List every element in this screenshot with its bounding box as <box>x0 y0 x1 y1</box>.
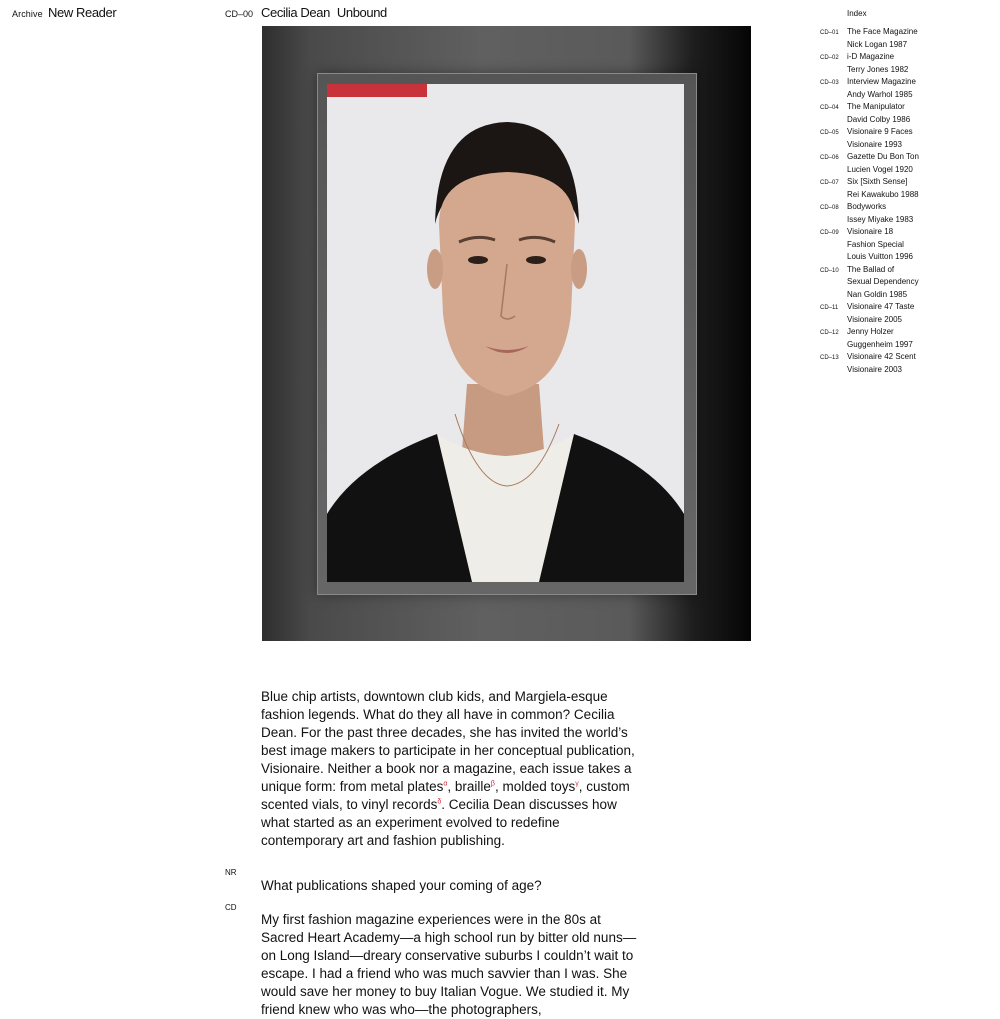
intro-text-5: . Cecilia Dean discusses how what started as an experiment evolved to redefine contemporary art and fashion publishing. <box>261 797 617 848</box>
index-item-text <box>847 176 919 201</box>
index-item-line: Gazette Du Bon Ton <box>847 152 919 161</box>
interview-answer: My first fashion magazine experiences were in the 80s at Sacred Heart Academy—a high school run by bitter old nuns—on Long Island—dreary conservative suburbs I couldn’t wait to escape. I had a friend who was much savvier than I was. She would save her money to buy Italian Vogue. We studied it. My friend knew who was who—the photographers, <box>261 912 637 1017</box>
index-item[interactable] <box>820 351 992 376</box>
index-item-line: Visionaire 2005 <box>847 314 903 324</box>
index-heading-link[interactable]: Index <box>847 9 867 18</box>
index-item-line: Jenny Holzer <box>847 327 894 336</box>
index-item-text <box>847 264 919 302</box>
index-item-code: CD–01 <box>820 30 839 36</box>
index-item-text <box>847 151 919 176</box>
intro-text-1: Blue chip artists, downtown club kids, and Margiela-esque fashion legends. What do they all have in common? Cecilia Dean. For the past three decades, she has invited the world’s best image makers to participate in her conceptual publication, Visionaire. Neither a book nor a magazine, each issue takes a unique form: from metal plates <box>261 689 635 794</box>
index-item-line: Lucien Vogel 1920 <box>847 164 913 174</box>
index-item[interactable] <box>820 201 992 226</box>
index-item-code: CD–05 <box>820 130 839 136</box>
article-code: CD–00 <box>225 9 254 19</box>
intro-text-4: , custom scented vials, to vinyl records <box>261 779 630 812</box>
index-item[interactable] <box>820 151 992 176</box>
index-item-code: CD–03 <box>820 80 839 86</box>
index-item[interactable] <box>820 326 992 351</box>
intro-text-2: , braille <box>447 779 491 794</box>
index-item-line: Guggenheim 1997 <box>847 339 913 349</box>
index-item-code: CD–10 <box>820 267 839 274</box>
interviewer-label: NR <box>225 868 237 877</box>
index-item[interactable] <box>820 26 992 51</box>
index-item-code: CD–02 <box>820 55 839 61</box>
site-title-link[interactable]: New Reader <box>48 5 117 20</box>
archive-link[interactable]: Archive <box>12 9 43 19</box>
index-item-text <box>847 201 913 226</box>
index-item-code: CD–06 <box>820 155 839 161</box>
index-item-line: Sexual Dependency <box>847 277 919 286</box>
footnote-alpha-link[interactable]: α <box>443 780 448 788</box>
index-item-line: i-D Magazine <box>847 52 895 61</box>
index-item-line: Visionaire 18 <box>847 227 894 236</box>
index-item-line: Visionaire 1993 <box>847 139 903 149</box>
index-item-text <box>847 326 913 351</box>
index-item-line: Visionaire 47 Taste <box>847 302 915 311</box>
index-item-line: The Manipulator <box>847 102 905 111</box>
index-item[interactable] <box>820 101 992 126</box>
index-item-line: Nick Logan 1987 <box>847 39 908 49</box>
portrait-photo <box>262 26 751 641</box>
index-item-line: The Face Magazine <box>847 27 918 36</box>
index-item-line: Six [Sixth Sense] <box>847 177 908 186</box>
index-item-line: Visionaire 2003 <box>847 364 903 374</box>
index-item[interactable] <box>820 226 992 264</box>
interview-question: What publications shaped your coming of age? <box>261 878 542 893</box>
index-item-text <box>847 126 913 151</box>
index-item-code: CD–11 <box>820 305 839 311</box>
index-item[interactable] <box>820 176 992 201</box>
footnote-gamma-link[interactable]: γ <box>575 780 579 788</box>
footnote-beta-link[interactable]: β <box>490 780 495 788</box>
index-item[interactable] <box>820 51 992 76</box>
index-item-text <box>847 301 914 326</box>
intro-paragraph <box>261 688 639 850</box>
index-item[interactable] <box>820 76 992 101</box>
index-item-line: Andy Warhol 1985 <box>847 89 913 99</box>
index-item-text <box>847 101 910 126</box>
intro-text-3: , molded toys <box>494 779 576 794</box>
index-item-code: CD–09 <box>820 230 839 236</box>
index-item-code: CD–13 <box>820 355 839 361</box>
index-list <box>820 26 992 376</box>
photo-print <box>327 84 684 582</box>
index-item-line: Bodyworks <box>847 202 887 211</box>
portrait-figure <box>327 84 684 582</box>
index-item-code: CD–12 <box>820 330 839 336</box>
index-item-text <box>847 351 916 376</box>
footnote-delta-link[interactable]: δ <box>437 798 442 806</box>
article-title: Unbound <box>336 5 387 20</box>
index-item-line: Interview Magazine <box>847 77 916 86</box>
index-item-line: Fashion Special <box>847 239 904 249</box>
index-item-line: Visionaire 9 Faces <box>847 127 913 136</box>
respondent-label: CD <box>225 903 237 912</box>
index-item-code: CD–07 <box>820 180 839 186</box>
index-item-text <box>847 76 916 101</box>
index-item-text <box>847 226 913 264</box>
index-item-text <box>847 51 908 76</box>
index-item[interactable] <box>820 126 992 151</box>
index-item-line: Rei Kawakubo 1988 <box>847 189 919 199</box>
index-item-line: Visionaire 42 Scent <box>847 352 916 361</box>
index-item-code: CD–04 <box>820 105 839 111</box>
index-item[interactable] <box>820 264 992 302</box>
index-item-line: The Ballad of <box>847 264 895 274</box>
article-heading <box>261 5 387 20</box>
index-item-line: Terry Jones 1982 <box>847 64 909 74</box>
index-item-text <box>847 26 918 51</box>
index-item-code: CD–08 <box>820 205 839 211</box>
index-item[interactable] <box>820 301 992 326</box>
article-subject-name: Cecilia Dean <box>261 5 330 20</box>
index-item-line: Issey Miyake 1983 <box>847 214 914 224</box>
index-item-line: Nan Goldin 1985 <box>847 289 908 299</box>
index-item-line: Louis Vuitton 1996 <box>847 252 913 261</box>
index-item-line: David Colby 1986 <box>847 114 911 124</box>
